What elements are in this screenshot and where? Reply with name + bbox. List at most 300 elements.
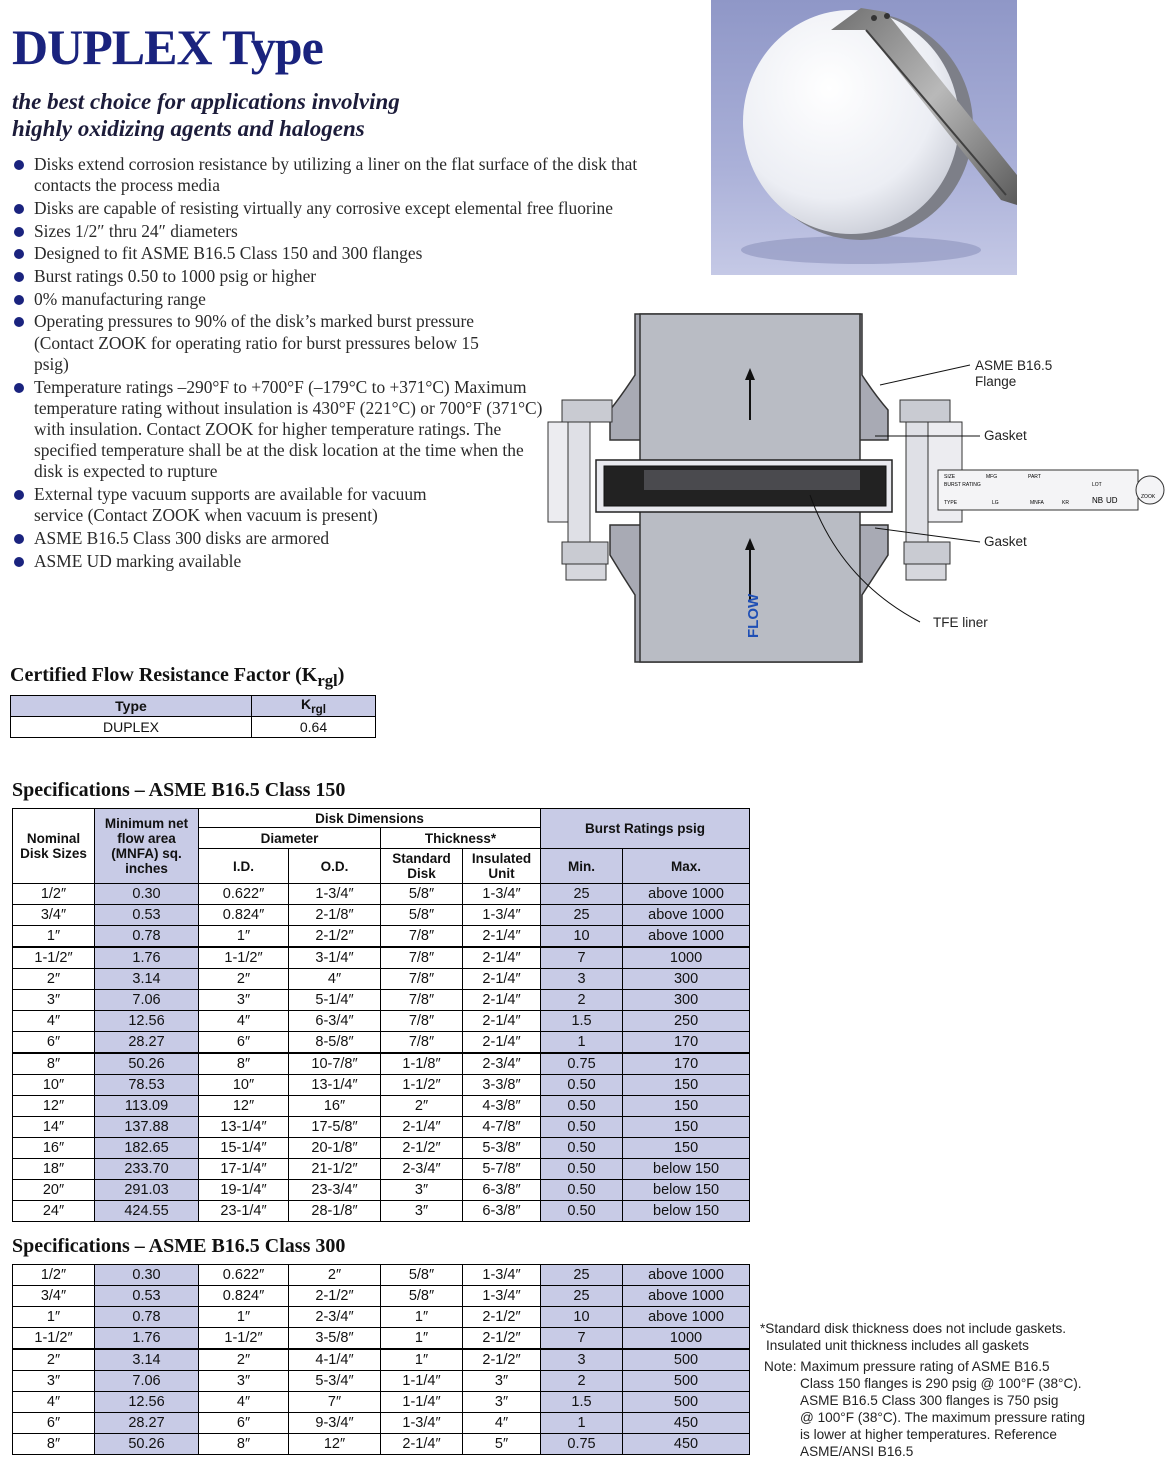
cell-standard-thickness: 1″ [381,1307,463,1328]
cell-insulated-thickness: 5-7/8″ [463,1159,541,1180]
cell-nominal-size: 16″ [13,1138,95,1159]
spec300-title: Specifications – ASME B16.5 Class 300 [12,1235,346,1257]
spec150-title: Specifications – ASME B16.5 Class 150 [12,779,346,801]
cell-inner-diameter: 0.622″ [199,884,289,905]
cell-standard-thickness: 3″ [381,1201,463,1222]
krgl-value: 0.64 [252,717,376,738]
cell-standard-thickness: 2″ [381,1096,463,1117]
gasket-bottom-label: Gasket [984,534,1027,549]
cell-mnfa: 0.30 [95,884,199,905]
cell-mnfa: 0.53 [95,1286,199,1307]
cell-mnfa: 78.53 [95,1075,199,1096]
list-item [12,484,474,526]
cell-outer-diameter: 5-3/4″ [289,1371,381,1392]
cell-burst-max: 500 [623,1392,750,1413]
note-line: Class 150 flanges is 290 psig @ 100°F (38°C). [800,1376,1082,1391]
cell-burst-min: 25 [541,905,623,926]
note-line: *Standard disk thickness does not include gaskets. [760,1321,1067,1336]
footnotes [760,1320,1170,1460]
krgl-title-text: Certified Flow Resistance Factor (K [10,664,318,686]
cell-nominal-size: 3/4″ [13,905,95,926]
cell-inner-diameter: 4″ [199,1011,289,1032]
cell-burst-min: 10 [541,926,623,948]
table-row [13,947,750,969]
cell-burst-max: below 150 [623,1180,750,1201]
cell-standard-thickness: 5/8″ [381,1286,463,1307]
header-od: O.D. [289,849,381,884]
table-row [13,1307,750,1328]
krgl-type-header: Type [11,696,252,717]
spec300-table [12,1264,750,1455]
cell-burst-max: above 1000 [623,926,750,948]
cell-standard-thickness: 7/8″ [381,926,463,948]
cell-burst-min: 0.50 [541,1138,623,1159]
table-row [13,990,750,1011]
table-row [13,1328,750,1350]
cell-mnfa: 28.27 [95,1032,199,1054]
cell-mnfa: 424.55 [95,1201,199,1222]
cell-burst-max: 1000 [623,1328,750,1350]
page-title: DUPLEX Type [12,19,323,75]
cell-standard-thickness: 3″ [381,1180,463,1201]
cell-outer-diameter: 8-5/8″ [289,1032,381,1054]
krgl-title-sub: rgl [317,671,338,690]
bullet-icon [14,534,24,544]
tag-lot-label: LOT [1092,482,1102,488]
table-row [13,1138,750,1159]
cell-burst-min: 0.50 [541,1201,623,1222]
bullet-text: Sizes 1/2″ thru 24″ diameters [34,220,238,241]
table-row [13,1201,750,1222]
krgl-title [10,664,344,691]
table-row [13,905,750,926]
table-row [13,1053,750,1075]
table-row [13,926,750,948]
list-item [12,377,544,483]
tag-mfg-label: MFG [986,474,998,480]
cell-mnfa: 50.26 [95,1434,199,1455]
bullet-text: 0% manufacturing range [34,288,206,309]
bullet-icon [14,227,24,237]
tag-nb-label: NB [1092,496,1104,505]
header-burst: Burst Ratings psig [541,809,750,849]
header-mnfa: Minimum net flow area (MNFA) sq. inches [95,809,199,884]
cell-outer-diameter: 5-1/4″ [289,990,381,1011]
krgl-k-text: K [300,696,312,713]
bullet-text: Designed to fit ASME B16.5 Class 150 and 300 flanges [34,243,423,264]
cell-burst-min: 0.50 [541,1159,623,1180]
cell-nominal-size: 1″ [13,926,95,948]
cell-nominal-size: 2″ [13,1349,95,1371]
cell-insulated-thickness: 2-1/4″ [463,926,541,948]
cell-outer-diameter: 4″ [289,969,381,990]
note-line: is lower at higher temperatures. Reference [800,1427,1057,1442]
cell-burst-min: 1 [541,1032,623,1054]
cell-standard-thickness: 7/8″ [381,990,463,1011]
cell-burst-max: below 150 [623,1201,750,1222]
flange-cross-section-diagram [540,300,1165,670]
bullet-icon [14,295,24,305]
cell-inner-diameter: 6″ [199,1032,289,1054]
cell-mnfa: 3.14 [95,1349,199,1371]
cell-outer-diameter: 2″ [289,1265,381,1286]
bullet-text: Operating pressures to 90% of the disk’s marked burst pressure (Contact ZOOK for operating ratio for burst pressures below 15 psig) [34,311,479,374]
cell-insulated-thickness: 1-3/4″ [463,1265,541,1286]
cell-nominal-size: 1/2″ [13,884,95,905]
cell-outer-diameter: 16″ [289,1096,381,1117]
list-item [12,198,642,219]
table-row [13,1032,750,1054]
table-row [13,1349,750,1371]
cell-nominal-size: 10″ [13,1075,95,1096]
bullet-icon [14,317,24,327]
cell-nominal-size: 2″ [13,969,95,990]
subtitle-line-2: highly oxidizing agents and halogens [12,116,365,141]
spec150-table [12,808,750,1222]
cell-outer-diameter: 3-5/8″ [289,1328,381,1350]
cell-mnfa: 182.65 [95,1138,199,1159]
cell-inner-diameter: 0.824″ [199,1286,289,1307]
cell-standard-thickness: 5/8″ [381,1265,463,1286]
cell-burst-min: 1 [541,1413,623,1434]
krgl-table [10,695,376,738]
cell-standard-thickness: 1-1/8″ [381,1053,463,1075]
cell-insulated-thickness: 2-1/4″ [463,1032,541,1054]
cell-mnfa: 0.30 [95,1265,199,1286]
cell-burst-max: 300 [623,969,750,990]
table-row [13,1011,750,1032]
cell-insulated-thickness: 3″ [463,1371,541,1392]
cell-outer-diameter: 4-1/4″ [289,1349,381,1371]
table-row [13,1159,750,1180]
cell-insulated-thickness: 4-3/8″ [463,1096,541,1117]
cell-standard-thickness: 1-1/4″ [381,1371,463,1392]
cell-burst-max: 450 [623,1413,750,1434]
table-row [13,1286,750,1307]
cell-insulated-thickness: 6-3/8″ [463,1180,541,1201]
cell-burst-max: 170 [623,1053,750,1075]
header-diameter: Diameter [199,828,381,849]
cell-nominal-size: 1-1/2″ [13,947,95,969]
krgl-title-close: ) [337,664,345,686]
cell-inner-diameter: 0.824″ [199,905,289,926]
cell-burst-min: 25 [541,884,623,905]
cell-mnfa: 0.53 [95,905,199,926]
spec150-body [13,884,750,1222]
bullet-text: ASME UD marking available [34,550,242,571]
cell-insulated-thickness: 2-1/2″ [463,1349,541,1371]
table-row [13,969,750,990]
cell-burst-max: 150 [623,1075,750,1096]
note-line: ASME/ANSI B16.5 [800,1444,914,1459]
tfe-liner [644,470,860,490]
cell-standard-thickness: 7/8″ [381,1011,463,1032]
subtitle [12,88,400,142]
cell-burst-min: 0.75 [541,1053,623,1075]
cell-inner-diameter: 1″ [199,1307,289,1328]
cell-burst-min: 10 [541,1307,623,1328]
cell-inner-diameter: 19-1/4″ [199,1180,289,1201]
cell-burst-max: 170 [623,1032,750,1054]
rupture-disk-illustration [711,0,1017,275]
cell-outer-diameter: 7″ [289,1392,381,1413]
cell-inner-diameter: 2″ [199,969,289,990]
cell-outer-diameter: 12″ [289,1434,381,1455]
table-row [13,1075,750,1096]
cell-mnfa: 1.76 [95,947,199,969]
cell-nominal-size: 12″ [13,1096,95,1117]
bullet-icon [14,249,24,259]
cell-nominal-size: 1″ [13,1307,95,1328]
cell-outer-diameter: 10-7/8″ [289,1053,381,1075]
cell-mnfa: 28.27 [95,1413,199,1434]
cell-burst-min: 3 [541,1349,623,1371]
cell-burst-max: above 1000 [623,1307,750,1328]
list-item [12,221,642,242]
table-row [13,1180,750,1201]
cell-standard-thickness: 1″ [381,1328,463,1350]
cell-nominal-size: 1/2″ [13,1265,95,1286]
cell-nominal-size: 3″ [13,1371,95,1392]
cell-insulated-thickness: 3″ [463,1392,541,1413]
cell-burst-max: above 1000 [623,884,750,905]
cell-inner-diameter: 10″ [199,1075,289,1096]
cell-insulated-thickness: 4″ [463,1413,541,1434]
cell-nominal-size: 1-1/2″ [13,1328,95,1350]
cell-inner-diameter: 3″ [199,990,289,1011]
header-id: I.D. [199,849,289,884]
cell-outer-diameter: 9-3/4″ [289,1413,381,1434]
cell-insulated-thickness: 2-3/4″ [463,1053,541,1075]
cell-insulated-thickness: 1-3/4″ [463,905,541,926]
header-insulated: Insulated Unit [463,849,541,884]
krgl-k-sub: rgl [311,702,327,716]
cell-mnfa: 7.06 [95,990,199,1011]
cell-outer-diameter: 17-5/8″ [289,1117,381,1138]
flange-label-line-1: ASME B16.5 [975,358,1053,373]
cell-inner-diameter: 8″ [199,1434,289,1455]
krgl-type-value: DUPLEX [11,717,252,738]
cell-burst-max: 250 [623,1011,750,1032]
cell-burst-min: 2 [541,1371,623,1392]
bullet-icon [14,160,24,170]
cell-burst-max: 150 [623,1096,750,1117]
cell-outer-diameter: 2-3/4″ [289,1307,381,1328]
bullet-text: Disks are capable of resisting virtually any corrosive except elemental free fluorine [34,197,613,218]
table-row [13,1371,750,1392]
note-line: Insulated unit thickness includes all gaskets [766,1338,1029,1353]
tag-mnfa-label: MNFA [1030,500,1044,506]
cell-burst-max: 500 [623,1371,750,1392]
cell-burst-max: 150 [623,1138,750,1159]
cell-inner-diameter: 23-1/4″ [199,1201,289,1222]
cell-mnfa: 113.09 [95,1096,199,1117]
cell-nominal-size: 4″ [13,1392,95,1413]
tag-burst-label: BURST RATING [944,482,981,488]
header-max: Max. [623,849,750,884]
cell-burst-min: 0.50 [541,1117,623,1138]
table-row [13,1413,750,1434]
cell-standard-thickness: 5/8″ [381,905,463,926]
cell-burst-max: above 1000 [623,1286,750,1307]
cell-burst-min: 7 [541,1328,623,1350]
cell-inner-diameter: 2″ [199,1349,289,1371]
cell-mnfa: 50.26 [95,1053,199,1075]
cell-inner-diameter: 1-1/2″ [199,947,289,969]
cell-outer-diameter: 2-1/2″ [289,926,381,948]
bullet-icon [14,272,24,282]
cell-insulated-thickness: 3-3/8″ [463,1075,541,1096]
cell-insulated-thickness: 6-3/8″ [463,1201,541,1222]
cell-standard-thickness: 1-1/4″ [381,1392,463,1413]
cell-standard-thickness: 2-3/4″ [381,1159,463,1180]
cell-inner-diameter: 13-1/4″ [199,1117,289,1138]
cell-nominal-size: 24″ [13,1201,95,1222]
flange-label-line-2: Flange [975,374,1017,389]
cell-mnfa: 0.78 [95,1307,199,1328]
table-row [13,1117,750,1138]
cell-inner-diameter: 4″ [199,1392,289,1413]
header-min: Min. [541,849,623,884]
cell-standard-thickness: 2-1/4″ [381,1434,463,1455]
cell-mnfa: 137.88 [95,1117,199,1138]
bullet-icon [14,383,24,393]
cell-burst-max: above 1000 [623,1265,750,1286]
cell-nominal-size: 20″ [13,1180,95,1201]
cell-nominal-size: 8″ [13,1434,95,1455]
gasket-top-label: Gasket [984,428,1027,443]
cell-inner-diameter: 0.622″ [199,1265,289,1286]
cell-nominal-size: 3/4″ [13,1286,95,1307]
cell-burst-min: 3 [541,969,623,990]
cell-outer-diameter: 13-1/4″ [289,1075,381,1096]
tag-kr-label: KR [1062,500,1069,506]
note-line: ASME B16.5 Class 300 flanges is 750 psig [800,1393,1059,1408]
cell-outer-diameter: 20-1/8″ [289,1138,381,1159]
cell-nominal-size: 6″ [13,1413,95,1434]
cell-nominal-size: 18″ [13,1159,95,1180]
cell-insulated-thickness: 1-3/4″ [463,884,541,905]
cell-inner-diameter: 6″ [199,1413,289,1434]
cell-outer-diameter: 6-3/4″ [289,1011,381,1032]
product-photo [711,0,1017,275]
tag-size-label: SIZE [944,474,956,480]
cell-insulated-thickness: 2-1/4″ [463,947,541,969]
cell-burst-min: 0.50 [541,1096,623,1117]
cell-outer-diameter: 2-1/2″ [289,1286,381,1307]
cell-burst-max: 300 [623,990,750,1011]
cell-inner-diameter: 3″ [199,1371,289,1392]
cell-standard-thickness: 2-1/4″ [381,1117,463,1138]
tag-part-label: PART [1028,474,1041,480]
cell-insulated-thickness: 2-1/4″ [463,990,541,1011]
tag-ud-label: UD [1106,496,1118,505]
cell-nominal-size: 14″ [13,1117,95,1138]
header-nominal: Nominal Disk Sizes [13,809,95,884]
header-thickness: Thickness* [381,828,541,849]
note-line: Note: Maximum pressure rating of ASME B16.5 [764,1359,1050,1374]
cell-standard-thickness: 7/8″ [381,947,463,969]
cell-burst-min: 7 [541,947,623,969]
note-line: @ 100°F (38°C). The maximum pressure rating [800,1410,1086,1425]
cell-outer-diameter: 2-1/8″ [289,905,381,926]
bullet-text: Disks extend corrosion resistance by utilizing a liner on the flat surface of the disk that contacts the process media [34,154,638,196]
cell-standard-thickness: 2-1/2″ [381,1138,463,1159]
list-item [12,154,642,196]
cell-inner-diameter: 1″ [199,926,289,948]
tfe-liner-label: TFE liner [933,615,988,630]
cell-insulated-thickness: 1-3/4″ [463,1286,541,1307]
cell-mnfa: 12.56 [95,1011,199,1032]
cell-standard-thickness: 1-3/4″ [381,1413,463,1434]
list-item [12,243,642,264]
bullet-icon [14,490,24,500]
disk-tag [938,470,1164,510]
cell-standard-thickness: 1″ [381,1349,463,1371]
cell-insulated-thickness: 2-1/2″ [463,1328,541,1350]
cell-nominal-size: 4″ [13,1011,95,1032]
cell-outer-diameter: 23-3/4″ [289,1180,381,1201]
cell-standard-thickness: 1-1/2″ [381,1075,463,1096]
bullet-icon [14,557,24,567]
cell-inner-diameter: 12″ [199,1096,289,1117]
cell-insulated-thickness: 2-1/4″ [463,969,541,990]
cell-burst-min: 0.50 [541,1075,623,1096]
cell-nominal-size: 3″ [13,990,95,1011]
table-row [13,1392,750,1413]
cell-burst-min: 25 [541,1265,623,1286]
cell-insulated-thickness: 2-1/4″ [463,1011,541,1032]
cell-mnfa: 3.14 [95,969,199,990]
cell-burst-max: 450 [623,1434,750,1455]
list-item [12,311,514,375]
cell-outer-diameter: 28-1/8″ [289,1201,381,1222]
cell-burst-min: 1.5 [541,1011,623,1032]
cell-burst-max: above 1000 [623,905,750,926]
cell-burst-min: 0.75 [541,1434,623,1455]
cell-nominal-size: 6″ [13,1032,95,1054]
cell-mnfa: 291.03 [95,1180,199,1201]
cell-inner-diameter: 15-1/4″ [199,1138,289,1159]
table-row [13,884,750,905]
krgl-k-header [252,696,376,717]
cell-burst-min: 1.5 [541,1392,623,1413]
flow-label: FLOW [745,593,762,638]
cell-mnfa: 7.06 [95,1371,199,1392]
bullet-text: Burst ratings 0.50 to 1000 psig or higher [34,266,317,287]
cell-burst-max: 500 [623,1349,750,1371]
cell-mnfa: 12.56 [95,1392,199,1413]
cell-burst-min: 2 [541,990,623,1011]
cell-insulated-thickness: 2-1/2″ [463,1307,541,1328]
cell-outer-diameter: 1-3/4″ [289,884,381,905]
cell-standard-thickness: 7/8″ [381,1032,463,1054]
bullet-text: External type vacuum supports are available for vacuum service (Contact ZOOK when vacuum is present) [34,484,427,526]
cell-mnfa: 0.78 [95,926,199,948]
cell-outer-diameter: 21-1/2″ [289,1159,381,1180]
cell-standard-thickness: 5/8″ [381,884,463,905]
cell-nominal-size: 8″ [13,1053,95,1075]
cell-burst-min: 0.50 [541,1180,623,1201]
cell-inner-diameter: 17-1/4″ [199,1159,289,1180]
cell-burst-max: 150 [623,1117,750,1138]
cell-standard-thickness: 7/8″ [381,969,463,990]
cell-mnfa: 1.76 [95,1328,199,1350]
table-row [13,1265,750,1286]
bullet-icon [14,204,24,214]
cell-mnfa: 233.70 [95,1159,199,1180]
header-standard: Standard Disk [381,849,463,884]
